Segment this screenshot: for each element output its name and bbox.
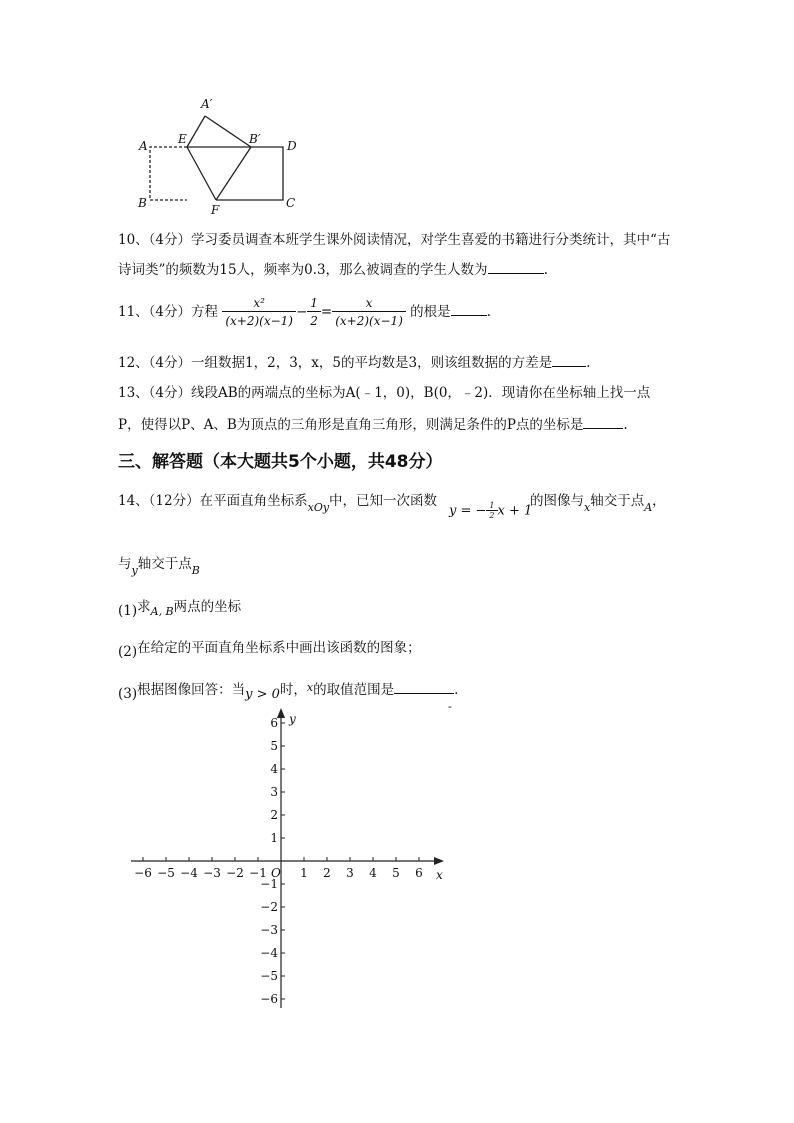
- x-tick-label: −1: [249, 866, 267, 880]
- q14-sub3-b: 时，: [279, 682, 307, 698]
- label-F: F: [211, 203, 220, 217]
- x-tick-label: 2: [323, 866, 331, 880]
- q14-func-num: 1: [489, 501, 495, 510]
- y-tick-label: −4: [260, 946, 278, 960]
- q14-sub1-num: (1): [118, 603, 138, 619]
- q12-end: .: [586, 355, 591, 371]
- y-tick-label: 3: [270, 785, 278, 799]
- x-axis-label: x: [436, 868, 443, 882]
- q14-sub2-num: (2): [118, 644, 138, 660]
- q14-sub1-b: 两点的坐标: [173, 599, 242, 615]
- q13-end: .: [623, 417, 628, 433]
- fold-line-EF: [187, 147, 216, 200]
- label-A: A: [139, 139, 148, 153]
- q11-frac1-num: x²: [253, 296, 265, 310]
- q11-frac1-den: (x+2)(x−1): [222, 311, 296, 330]
- q14-system: xOy: [307, 501, 330, 514]
- q11-fraction-3: [332, 295, 406, 330]
- q11-frac3-den: (x+2)(x−1): [332, 311, 406, 330]
- q14-sub3-x: x: [306, 681, 314, 694]
- q14-xvar: x: [584, 501, 591, 514]
- x-tick-label: 6: [415, 866, 423, 880]
- x-axis-arrow: [434, 857, 444, 865]
- x-tick-label: −2: [226, 866, 244, 880]
- x-tick-label: −3: [203, 866, 221, 880]
- geometry-figure: [130, 92, 310, 218]
- q11-answer-blank[interactable]: [451, 301, 487, 316]
- q11-equals: =: [320, 304, 333, 320]
- q14-p1: 14、（12分）在平面直角坐标系: [118, 493, 308, 509]
- question-10-line1: [118, 230, 670, 250]
- section-heading-3: 三、解答题（本大题共5个小题，共48分）: [118, 452, 443, 472]
- q13-text-1: 13、（4分）线段AB的两端点的坐标为A(﹣1，0)，B(0，﹣2)．现请你在坐标轴上找一点: [118, 385, 651, 401]
- x-tick-label: 3: [346, 866, 354, 880]
- q11-end: .: [486, 304, 491, 320]
- label-B-prime: B′: [249, 132, 261, 146]
- q11-fraction-1: [222, 295, 296, 330]
- q14-sub3-end: .: [454, 682, 459, 698]
- origin-label: O: [271, 866, 281, 880]
- question-14-sub1: [118, 595, 241, 620]
- q11-frac2-num: 1: [310, 296, 318, 310]
- q11-frac2-den: 2: [307, 311, 321, 330]
- q14-point-A: A: [644, 501, 653, 514]
- q10-text-2: 诗词类”的频数为15人，频率为0.3，那么被调查的学生人数为: [118, 262, 488, 278]
- q14-p2: 中，已知一次函数: [329, 493, 438, 509]
- question-14-sub3: [118, 678, 458, 703]
- x-tick-label: 1: [300, 866, 308, 880]
- x-tick-label: −6: [134, 866, 152, 880]
- y-tick-label: −5: [260, 969, 278, 983]
- y-axis-arrow: [277, 708, 285, 718]
- q14-func-frac: [486, 502, 497, 520]
- q14-sub3-answer-blank[interactable]: [394, 679, 454, 694]
- question-11: [118, 292, 491, 332]
- y-tick-label: −1: [260, 877, 278, 891]
- q14-line2-a: 与: [118, 556, 132, 572]
- q13-answer-blank[interactable]: [583, 414, 623, 429]
- label-A-prime: A′: [201, 97, 213, 111]
- coordinate-plane: [126, 708, 456, 1013]
- q10-end: .: [543, 262, 548, 278]
- x-tick-label: −4: [180, 866, 198, 880]
- y-tick-label: −6: [260, 992, 278, 1006]
- y-tick-label: 6: [270, 716, 278, 730]
- x-tick-label: −5: [157, 866, 175, 880]
- question-13-line2: [118, 414, 628, 435]
- x-tick-label: 4: [369, 866, 377, 880]
- question-14-line2: [118, 552, 200, 577]
- fold-line-EA: [187, 116, 205, 147]
- q14-func-y: y = −: [449, 503, 487, 519]
- q14-func-den: 2: [486, 510, 497, 520]
- q10-answer-blank[interactable]: [488, 259, 544, 274]
- question-14-line1-end: [530, 489, 666, 514]
- fold-line-FB: [216, 147, 251, 200]
- q11-frac3-num: x: [365, 296, 373, 310]
- q14-p4: 轴交于点: [590, 493, 645, 509]
- y-axis-label: y: [289, 712, 296, 726]
- q14-p3: 的图像与: [530, 493, 584, 509]
- q11-minus: −: [295, 304, 308, 320]
- question-14-sub2: [118, 636, 421, 660]
- stray-dash-mark: -: [448, 700, 452, 713]
- q14-sub3-a: 根据图像回答：当: [137, 682, 246, 698]
- q11-suffix: 的根是: [410, 304, 451, 320]
- q13-text-2: P，使得以P、A、B为顶点的三角形是直角三角形，则满足条件的P点的坐标是: [118, 417, 584, 433]
- label-B: B: [138, 196, 147, 210]
- q10-text-1: 10、（4分）学习委员调查本班学生课外阅读情况，对学生喜爱的书籍进行分类统计，其中“古: [118, 232, 671, 248]
- question-13-line1: [118, 383, 650, 403]
- fold-line-AB: [205, 116, 251, 147]
- y-tick-label: 1: [270, 831, 278, 845]
- q14-yvar: y: [131, 564, 138, 577]
- q14-sub1-a: 求: [137, 599, 151, 615]
- y-tick-label: −3: [260, 923, 278, 937]
- q14-sub2-text: 在给定的平面直角坐标系中画出该函数的图象；: [137, 640, 421, 656]
- y-tick-label: 2: [270, 808, 278, 822]
- q14-point-B: B: [191, 564, 200, 577]
- label-D: D: [287, 139, 297, 153]
- q12-text: 12、（4分）一组数据1，2，3，x，5的平均数是3，则该组数据的方差是: [118, 355, 553, 371]
- q14-sub3-num: (3): [118, 686, 138, 702]
- y-tick-label: −2: [260, 900, 278, 914]
- q14-sub3-c: 的取值范围是: [313, 682, 395, 698]
- x-tick-label: 5: [392, 866, 400, 880]
- question-12: [118, 352, 590, 373]
- q14-sub3-condition: y > 0: [245, 687, 280, 702]
- q14-line2-b: 轴交于点: [137, 556, 192, 572]
- q11-prefix: 11、（4分）方程: [118, 304, 219, 320]
- dashed-rect-part: [150, 147, 187, 200]
- question-10-line2: [118, 259, 548, 280]
- question-14-line1: [118, 489, 437, 514]
- q11-fraction-2: [307, 295, 321, 330]
- q14-p5: ，: [652, 493, 666, 509]
- q14-func-rest: x + 1: [497, 503, 533, 519]
- y-tick-label: 5: [270, 739, 278, 753]
- label-C: C: [286, 196, 296, 210]
- q12-answer-blank[interactable]: [552, 352, 586, 367]
- q14-function: [449, 502, 532, 520]
- q14-sub1-points: A, B: [150, 605, 174, 618]
- label-E: E: [178, 132, 187, 146]
- y-tick-label: 4: [270, 762, 278, 776]
